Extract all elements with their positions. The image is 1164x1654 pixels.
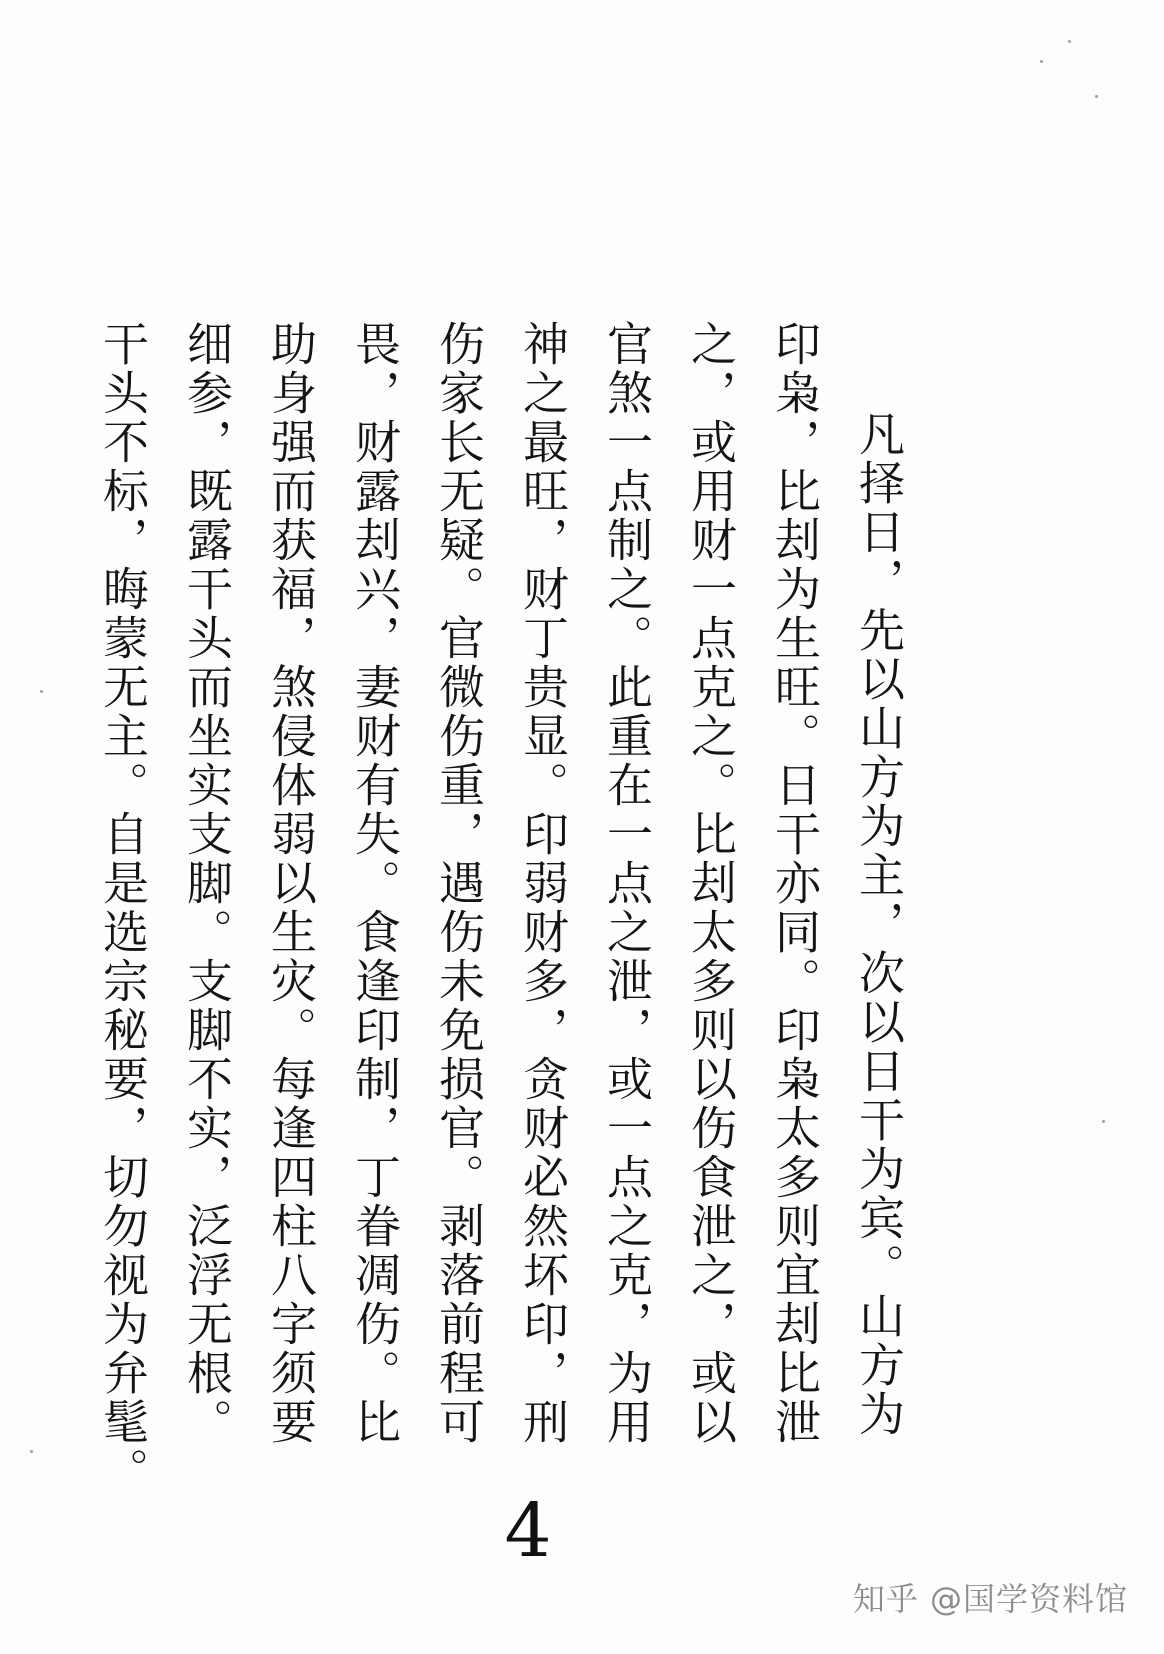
page-number: 4 — [504, 1488, 552, 1574]
scan-speck — [40, 690, 43, 693]
text-column-6: 伤家长无疑。官微伤重，遇伤未免损官。剥落前程可 — [432, 320, 486, 1447]
watermark-text: 知乎 @国学资料馆 — [852, 1580, 1128, 1618]
scan-speck — [1068, 40, 1071, 43]
text-column-1: 凡择日，先以山方为主，次以日干为宾。山方为 — [852, 410, 906, 1439]
scan-noise — [684, 40, 1134, 130]
scan-speck — [1095, 95, 1098, 98]
text-column-2: 印枭，比刦为生旺。日干亦同。印枭太多则宜刦比泄 — [768, 320, 822, 1447]
scan-speck — [30, 1450, 33, 1453]
text-column-5: 神之最旺，财丁贵显。印弱财多，贪财必然坏印，刑 — [516, 320, 570, 1447]
scan-speck — [1040, 60, 1043, 63]
vertical-text-body — [90, 320, 910, 1496]
text-column-10: 干头不标，晦蒙无主。自是选宗秘要，切勿视为弁髦。 — [96, 320, 150, 1496]
text-column-3: 之，或用财一点克之。比刦太多则以伤食泄之，或以 — [684, 320, 738, 1447]
text-column-8: 助身强而获福，煞侵体弱以生灾。每逢四柱八字须要 — [264, 320, 318, 1447]
text-column-7: 畏，财露刦兴，妻财有失。食逢印制，丁眷凋伤。比 — [348, 320, 402, 1447]
text-column-9: 细参，既露干头而坐实支脚。支脚不实，泛浮无根。 — [180, 320, 234, 1447]
scan-speck — [1102, 1120, 1105, 1123]
text-column-4: 官煞一点制之。此重在一点之泄，或一点之克，为用 — [600, 320, 654, 1447]
